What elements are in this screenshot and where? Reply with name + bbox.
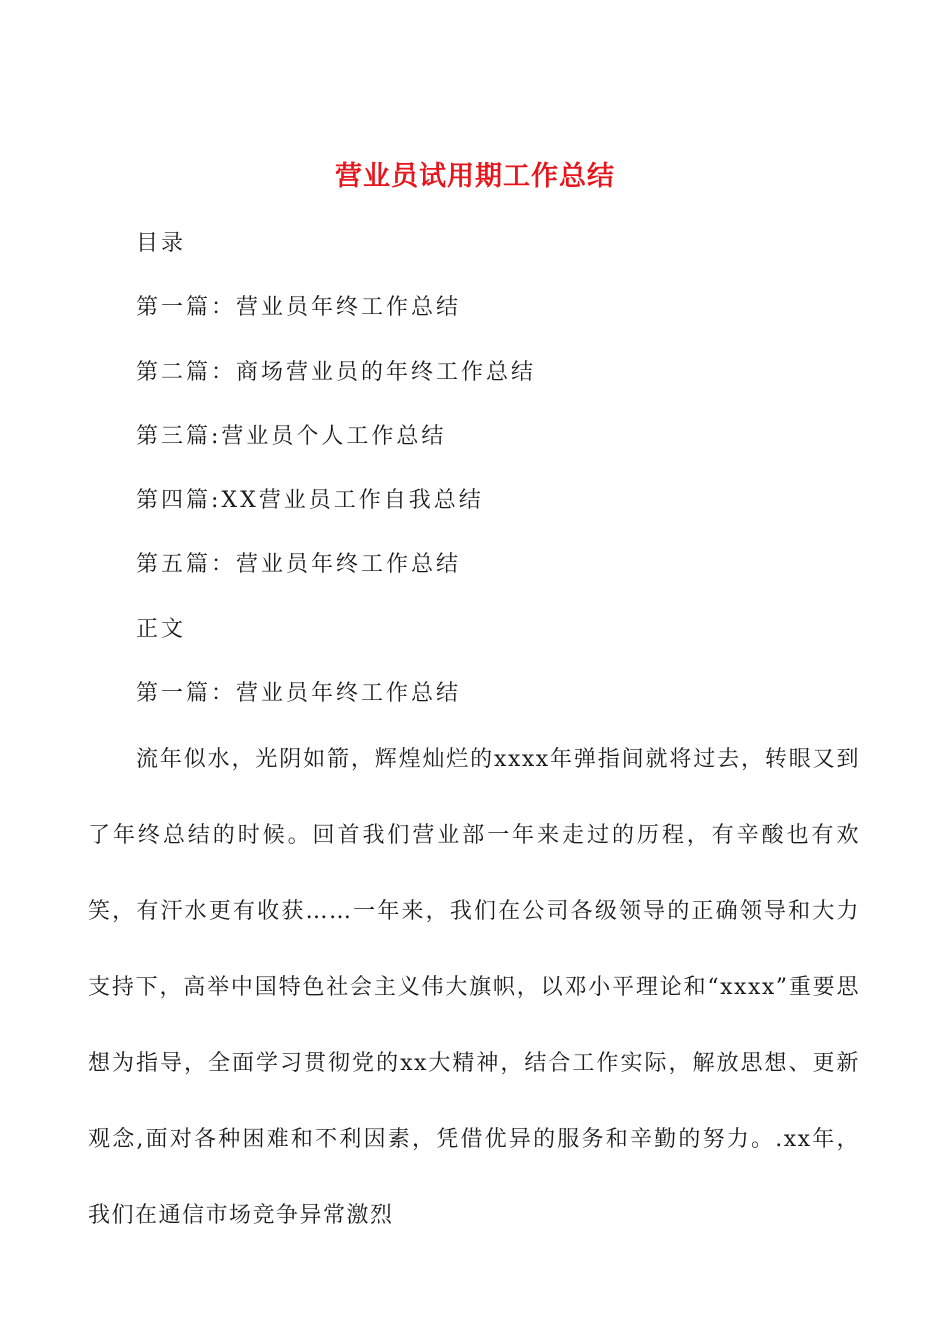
- toc-item-4: 第四篇:XX营业员工作自我总结: [136, 488, 484, 513]
- toc-item-1: 第一篇：营业员年终工作总结: [136, 295, 462, 320]
- toc-item-5: 第五篇：营业员年终工作总结: [136, 552, 462, 577]
- document-title: 营业员试用期工作总结: [335, 161, 615, 192]
- toc-item-3: 第三篇:营业员个人工作总结: [136, 424, 447, 449]
- toc-heading: 目录: [136, 231, 187, 256]
- body-heading: 正文: [136, 617, 187, 642]
- section-heading: 第一篇：营业员年终工作总结: [136, 681, 462, 706]
- body-paragraph: 流年似水，光阴如箭，辉煌灿烂的xxxx年弹指间就将过去，转眼又到了年终总结的时候。回首我们营业部一年来走过的历程，有辛酸也有欢笑，有汗水更有收获……一年来，我们在公司各级领导的正确领导和大力支持下，高举中国特色社会主义伟大旗帜，以邓小平理论和“xxxx”重要思想为指导，全面学习贯彻党的xx大精神，结合工作实际，解放思想、更新观念,面对各种困难和不利因素，凭借优异的服务和辛勤的努力。.xx年，我们在通信市场竞争异常激烈: [88, 747, 860, 1228]
- toc-item-2: 第二篇：商场营业员的年终工作总结: [136, 360, 537, 385]
